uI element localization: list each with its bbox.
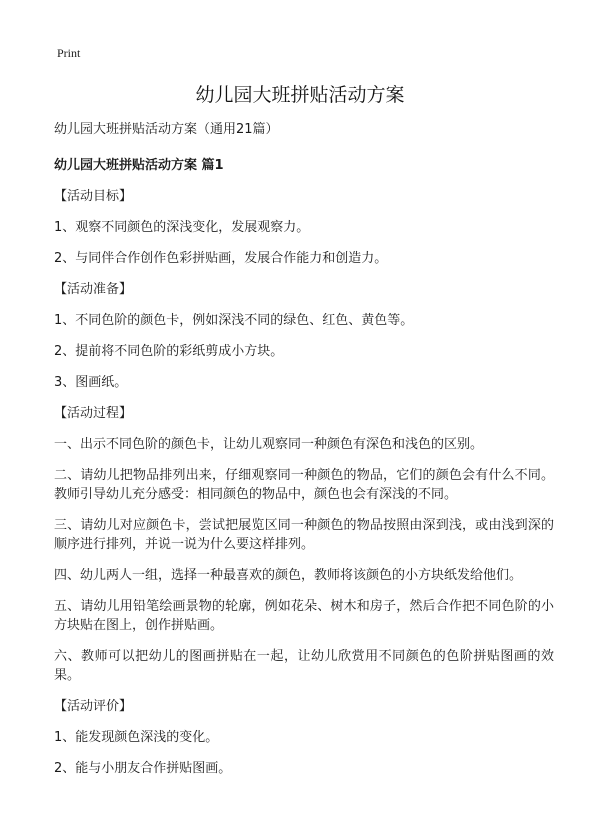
process-step: 五、请幼儿用铅笔绘画景物的轮廓，例如花朵、树木和房子，然后合作把不同色阶的小方块贴在图上，创作拼贴画。 bbox=[54, 599, 554, 633]
process-step: 一、出示不同色阶的颜色卡，让幼儿观察同一种颜色有深色和浅色的区别。 bbox=[54, 437, 484, 452]
section-title: 幼儿园大班拼贴活动方案 篇1 bbox=[54, 158, 224, 173]
process-step: 六、教师可以把幼儿的图画拼贴在一起，让幼儿欣赏用不同颜色的色阶拼贴图画的效果。 bbox=[54, 649, 554, 683]
preparation-item: 1、不同色阶的颜色卡，例如深浅不同的绿色、红色、黄色等。 bbox=[54, 313, 414, 328]
evaluation-item: 2、能与小朋友合作拼贴图画。 bbox=[54, 761, 232, 776]
process-step: 二、请幼儿把物品排列出来，仔细观察同一种颜色的物品，它们的颜色会有什么不同。教师引导幼儿充分感受：相同颜色的物品中，颜色也会有深浅的不同。 bbox=[54, 468, 554, 502]
preparation-item: 2、提前将不同色阶的彩纸剪成小方块。 bbox=[54, 344, 284, 359]
print-link[interactable]: Print bbox=[57, 46, 81, 60]
goal-item: 2、与同伴合作创作色彩拼贴画，发展合作能力和创造力。 bbox=[54, 251, 388, 266]
process-step: 三、请幼儿对应颜色卡，尝试把展览区同一种颜色的物品按照由深到浅，或由浅到深的顺序进行排列，并说一说为什么要这样排列。 bbox=[54, 518, 554, 552]
heading-activity-preparation: 【活动准备】 bbox=[54, 282, 133, 297]
goal-item: 1、观察不同颜色的深浅变化，发展观察力。 bbox=[54, 220, 310, 235]
heading-activity-goals: 【活动目标】 bbox=[54, 189, 133, 204]
process-step: 四、幼儿两人一组，选择一种最喜欢的颜色，教师将该颜色的小方块纸发给他们。 bbox=[54, 568, 523, 583]
document-title: 幼儿园大班拼贴活动方案 bbox=[195, 84, 405, 106]
heading-activity-evaluation: 【活动评价】 bbox=[54, 699, 133, 714]
heading-activity-process: 【活动过程】 bbox=[54, 406, 133, 421]
document-body bbox=[54, 120, 554, 790]
preparation-item: 3、图画纸。 bbox=[54, 375, 128, 390]
document-subtitle: 幼儿园大班拼贴活动方案（通用21篇） bbox=[54, 122, 279, 137]
evaluation-item: 1、能发现颜色深浅的变化。 bbox=[54, 730, 219, 745]
